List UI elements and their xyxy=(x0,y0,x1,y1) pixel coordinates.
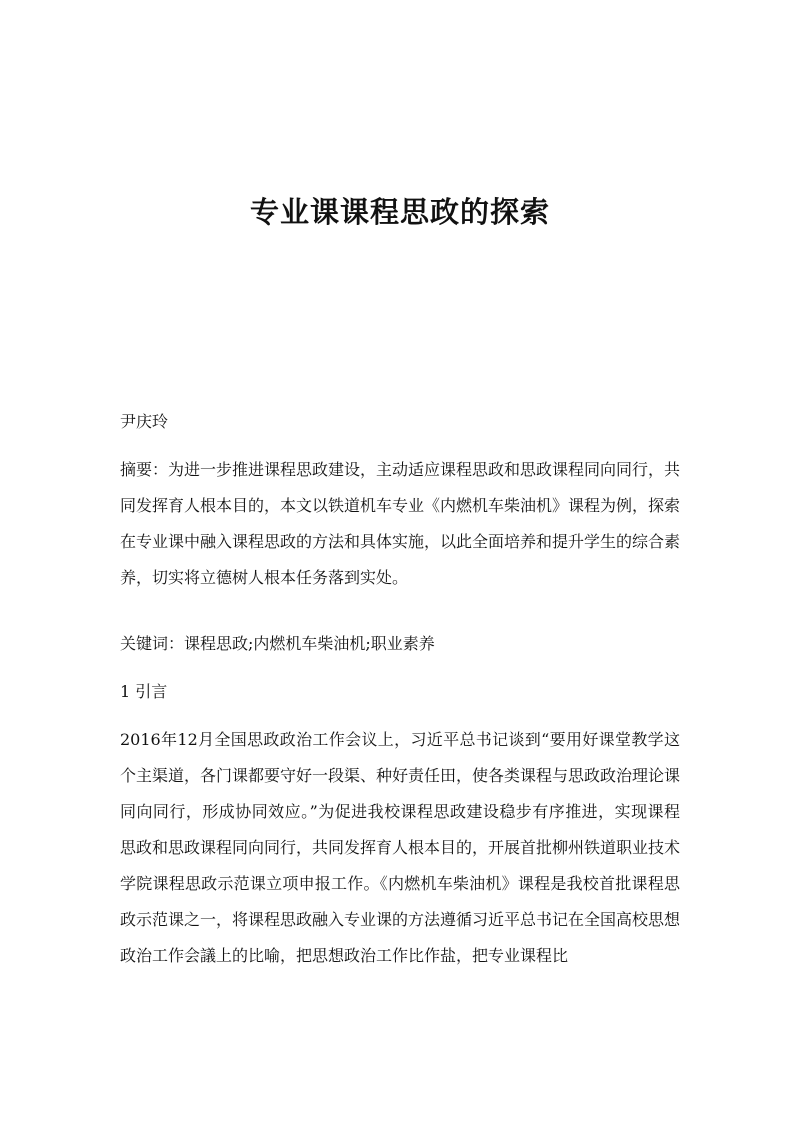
keywords: 关键词：课程思政;内燃机车柴油机;职业素养 xyxy=(120,634,435,653)
section-heading: 1 引言 xyxy=(120,682,168,701)
abstract xyxy=(120,452,680,596)
paper-title: 专业课课程思政的探索 xyxy=(249,195,550,229)
author-name: 尹庆玲 xyxy=(120,412,169,431)
paragraph-text: 2016年12月全国思政政治工作会议上，习近平总书记谈到“要用好课堂教学这个主渠道，各门课都要守好一段渠、种好责任田，使各类课程与思政政治理论课同向同行，形成协同效应。”为促进我校课程思政建设稳步有序推进，实现课程思政和思政课程同向同行，共同发挥育人根本目的，开展首批柳州铁道职业技术学院课程思政示范课立项申报工作。《内燃机车柴油机》课程是我校首批课程思政示范课之一，将课程思政融入专业课的方法遵循习近平总书记在全国高校思想政治工作会議上的比喻，把思想政治工作比作盐，把专业课程比 xyxy=(120,730,681,965)
body-paragraph xyxy=(120,722,680,974)
abstract-text: 摘要：为进一步推进课程思政建设，主动适应课程思政和思政课程同向同行，共同发挥育人根本目的，本文以铁道机车专业《内燃机车柴油机》课程为例，探索在专业课中融入课程思政的方法和具体实施，以此全面培养和提升学生的综合素养，切实将立德树人根本任务落到实处。 xyxy=(120,460,681,587)
